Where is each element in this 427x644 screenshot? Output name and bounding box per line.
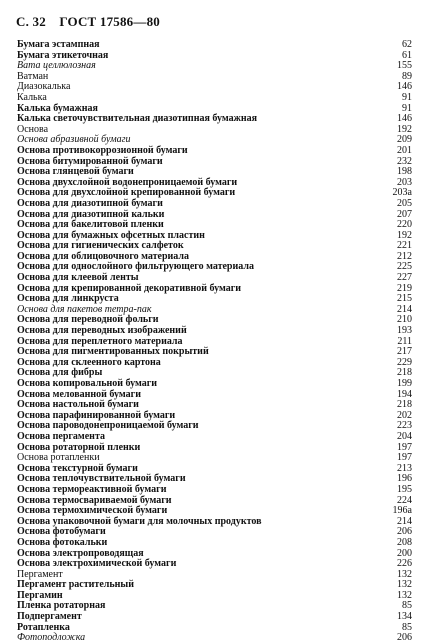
index-term: Основа для крепированной декоративной бумаги [17,282,242,294]
index-term: Основа мелованной бумаги [17,388,141,400]
index-page-number: 210 [397,314,412,326]
index-term: Основа [17,123,49,135]
index-term: Основа для диазотипной бумаги [17,197,163,209]
index-page-number: 192 [397,123,412,135]
index-page-number: 85 [402,600,412,612]
index-entry [17,379,412,390]
index-page-number: 193 [397,325,412,337]
index-term: Бумага эстампная [17,39,100,50]
index-term: Диазокалька [17,81,71,93]
index-page-number: 225 [397,261,412,273]
term-index [17,40,412,644]
index-page-number: 146 [397,81,412,93]
index-page-number: 209 [397,134,412,146]
index-term: Ватман [17,70,49,82]
index-entry [17,559,412,570]
index-page-number: 197 [397,441,412,453]
index-page-number: 223 [397,420,412,432]
index-term: Основа абразивной бумаги [17,134,131,146]
index-page-number: 224 [397,494,412,506]
index-term: Ротапленка [17,621,70,633]
index-term: Основа копировальной бумаги [17,378,158,389]
index-page-number: 61 [402,49,412,61]
index-page-number: 207 [397,208,412,220]
index-term: Основа для гигиенических салфеток [17,240,184,252]
index-term: Основа парафинированной бумаги [17,409,176,421]
index-page-number: 196а [392,505,412,517]
index-page-number: 132 [397,568,412,580]
index-page-number: 201 [397,144,412,156]
index-term: Основа для переводной фольги [17,314,159,326]
index-entry [17,633,412,644]
index-term: Основа для фибры [17,367,103,379]
index-page-number: 200 [397,547,412,559]
index-term: Пленка ротаторная [17,600,106,612]
index-page-number: 132 [397,579,412,591]
index-entry [17,61,412,72]
index-entry [17,82,412,93]
index-page-number: 218 [397,367,412,379]
index-term: Основа для диазотипной кальки [17,208,165,220]
index-page-number: 221 [397,240,412,252]
index-entry [17,432,412,443]
index-page-number: 155 [397,60,412,72]
index-term: Основа термореактивной бумаги [17,483,167,495]
index-page-number: 196 [397,473,412,485]
index-page-number: 85 [402,621,412,633]
index-page-number: 220 [397,219,412,231]
index-page-number: 219 [397,282,412,294]
index-page-number: 195 [397,483,412,495]
index-page-number: 134 [397,611,412,623]
page-header [16,14,160,30]
index-entry [17,199,412,210]
index-page-number: 62 [402,39,412,50]
index-term: Основа двухслойной водонепроницаемой бумаги [17,176,238,188]
index-page-number: 206 [397,526,412,538]
index-page-number: 192 [397,229,412,241]
index-page-number: 91 [402,91,412,103]
index-page-number: 212 [397,250,412,262]
index-term: Основа пароводонепроницаемой бумаги [17,420,199,432]
index-term: Основа ротапленки [17,452,100,464]
index-term: Основа для облицовочного материала [17,250,189,262]
index-term: Основа для пакетов тетра-пак [17,303,152,315]
index-page-number: 197 [397,452,412,464]
index-term: Калька бумажная [17,102,98,114]
index-term: Основа пергамента [17,430,105,442]
index-page-number: 89 [402,70,412,82]
index-term: Основа битумированной бумаги [17,155,163,167]
index-page-number: 213 [397,462,412,474]
index-entry [17,485,412,496]
index-page-number: 132 [397,589,412,601]
index-page-number: 91 [402,102,412,114]
index-entry [17,72,412,83]
index-term: Основа для переводных изображений [17,325,187,337]
index-term: Пергамин [17,589,63,601]
index-term: Подпергамент [17,611,82,623]
index-page-number: 226 [397,558,412,570]
index-term: Основа фотобумаги [17,526,106,538]
index-term: Основа для пигментированных покрытий [17,346,209,358]
index-term: Фотоподложка [17,632,86,644]
index-page-number: 198 [397,166,412,178]
index-term: Основа для склеенного картона [17,356,161,368]
index-term: Основа фотокальки [17,536,108,548]
index-page-number: 211 [397,335,412,347]
index-entry [17,538,412,549]
index-term: Калька светочувствительная диазотипная бумажная [17,113,258,125]
index-entry [17,146,412,157]
index-term: Основа ротаторной пленки [17,441,141,453]
index-entry [17,580,412,591]
index-term: Основа текстурной бумаги [17,462,138,474]
index-page-number: 204 [397,430,412,442]
index-term: Основа для переплетного материала [17,335,183,347]
index-term: Вата целлюлозная [17,60,96,72]
index-page-number: 232 [397,155,412,167]
index-term: Основа электрохимической бумаги [17,558,177,570]
index-page-number: 146 [397,113,412,125]
index-term: Основа для бакелитовой пленки [17,219,164,231]
page-number: С. 32 [16,14,46,29]
index-term: Бумага этикеточная [17,49,109,61]
index-page-number: 229 [397,356,412,368]
index-term: Основа для клеевой ленты [17,272,139,284]
index-term: Основа теплочувствительной бумаги [17,473,186,485]
index-term: Основа глянцевой бумаги [17,166,134,178]
standard-title: ГОСТ 17586—80 [59,14,160,29]
index-term: Основа упаковочной бумаги для молочных продуктов [17,515,262,527]
index-entry [17,40,412,51]
index-term: Основа термосвариваемой бумаги [17,494,172,506]
index-term: Основа настольной бумаги [17,399,139,411]
index-term: Основа для бумажных офсетных пластин [17,229,205,241]
index-page-number: 205 [397,197,412,209]
index-page-number: 227 [397,272,412,284]
index-entry [17,114,412,125]
index-page-number: 208 [397,536,412,548]
index-term: Основа для однослойного фильтрующего материала [17,261,254,273]
index-term: Основа для двухслойной крепированной бумаги [17,187,236,199]
index-entry [17,93,412,104]
index-term: Калька [17,91,47,103]
index-page-number: 214 [397,515,412,527]
index-page-number: 203 [397,176,412,188]
index-page-number: 206 [397,632,412,644]
index-term: Пергамент растительный [17,579,134,591]
index-page-number: 202 [397,409,412,421]
index-term: Основа противокоррозионной бумаги [17,144,188,156]
index-term: Основа для линкруста [17,293,119,305]
index-entry [17,612,412,623]
index-page-number: 199 [397,378,412,389]
index-page-number: 214 [397,303,412,315]
index-page-number: 218 [397,399,412,411]
index-term: Основа электропроводящая [17,547,144,559]
index-page-number: 217 [397,346,412,358]
index-term: Пергамент [17,568,63,580]
index-term: Основа термохимической бумаги [17,505,168,517]
index-page-number: 203а [392,187,412,199]
index-page-number: 194 [397,388,412,400]
index-page-number: 215 [397,293,412,305]
